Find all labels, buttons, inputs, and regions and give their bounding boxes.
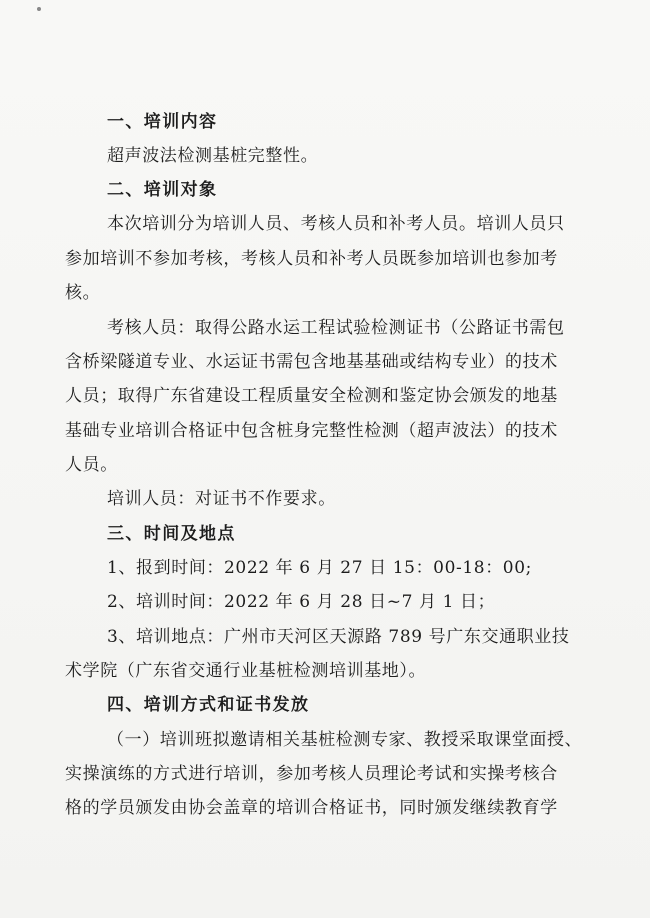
section-heading-training-target: 二、培训对象 [107, 180, 218, 200]
scan-speck [37, 7, 41, 11]
paragraph-line: 本次培训分为培训人员、考核人员和补考人员。培训人员只 [107, 214, 565, 234]
paragraph-line: 人员。 [65, 455, 118, 475]
paragraph-line: 参加培训不参加考核，考核人员和补考人员既参加培训也参加考 [65, 249, 558, 269]
section-heading-time-location: 三、时间及地点 [107, 524, 236, 544]
paragraph-line: 核。 [65, 283, 101, 303]
section-heading-training-method: 四、培训方式和证书发放 [107, 695, 310, 715]
paragraph-line: 基础专业培训合格证中包含桩身完整性检测（超声波法）的技术 [65, 421, 558, 441]
paragraph-training-content: 超声波法检测基桩完整性。 [107, 146, 319, 166]
list-item-training-location: 3、培训地点：广州市天河区天源路 789 号广东交通职业技 [107, 627, 570, 647]
list-item-registration-time: 1、报到时间：2022 年 6 月 27 日 15：00-18：00; [107, 558, 532, 578]
paragraph-line: 格的学员颁发由协会盖章的培训合格证书，同时颁发继续教育学 [65, 798, 558, 818]
paragraph-line: （一）培训班拟邀请相关基桩检测专家、教授采取课堂面授、 [107, 730, 583, 750]
list-item-training-location-cont: 术学院（广东省交通行业基桩检测培训基地）。 [65, 661, 427, 681]
list-item-training-time: 2、培训时间：2022 年 6 月 28 日~7 月 1 日； [107, 592, 496, 612]
paragraph-line: 考核人员：取得公路水运工程试验检测证书（公路证书需包 [107, 318, 565, 338]
paragraph-line: 实操演练的方式进行培训，参加考核人员理论考试和实操考核合 [65, 764, 558, 784]
paragraph-line: 含桥梁隧道专业、水运证书需包含地基基础或结构专业）的技术 [65, 352, 558, 372]
paragraph-line: 人员；取得广东省建设工程质量安全检测和鉴定协会颁发的地基 [65, 386, 558, 406]
section-heading-training-content: 一、培训内容 [107, 112, 218, 132]
paragraph-trainee-requirement: 培训人员：对证书不作要求。 [107, 489, 336, 509]
